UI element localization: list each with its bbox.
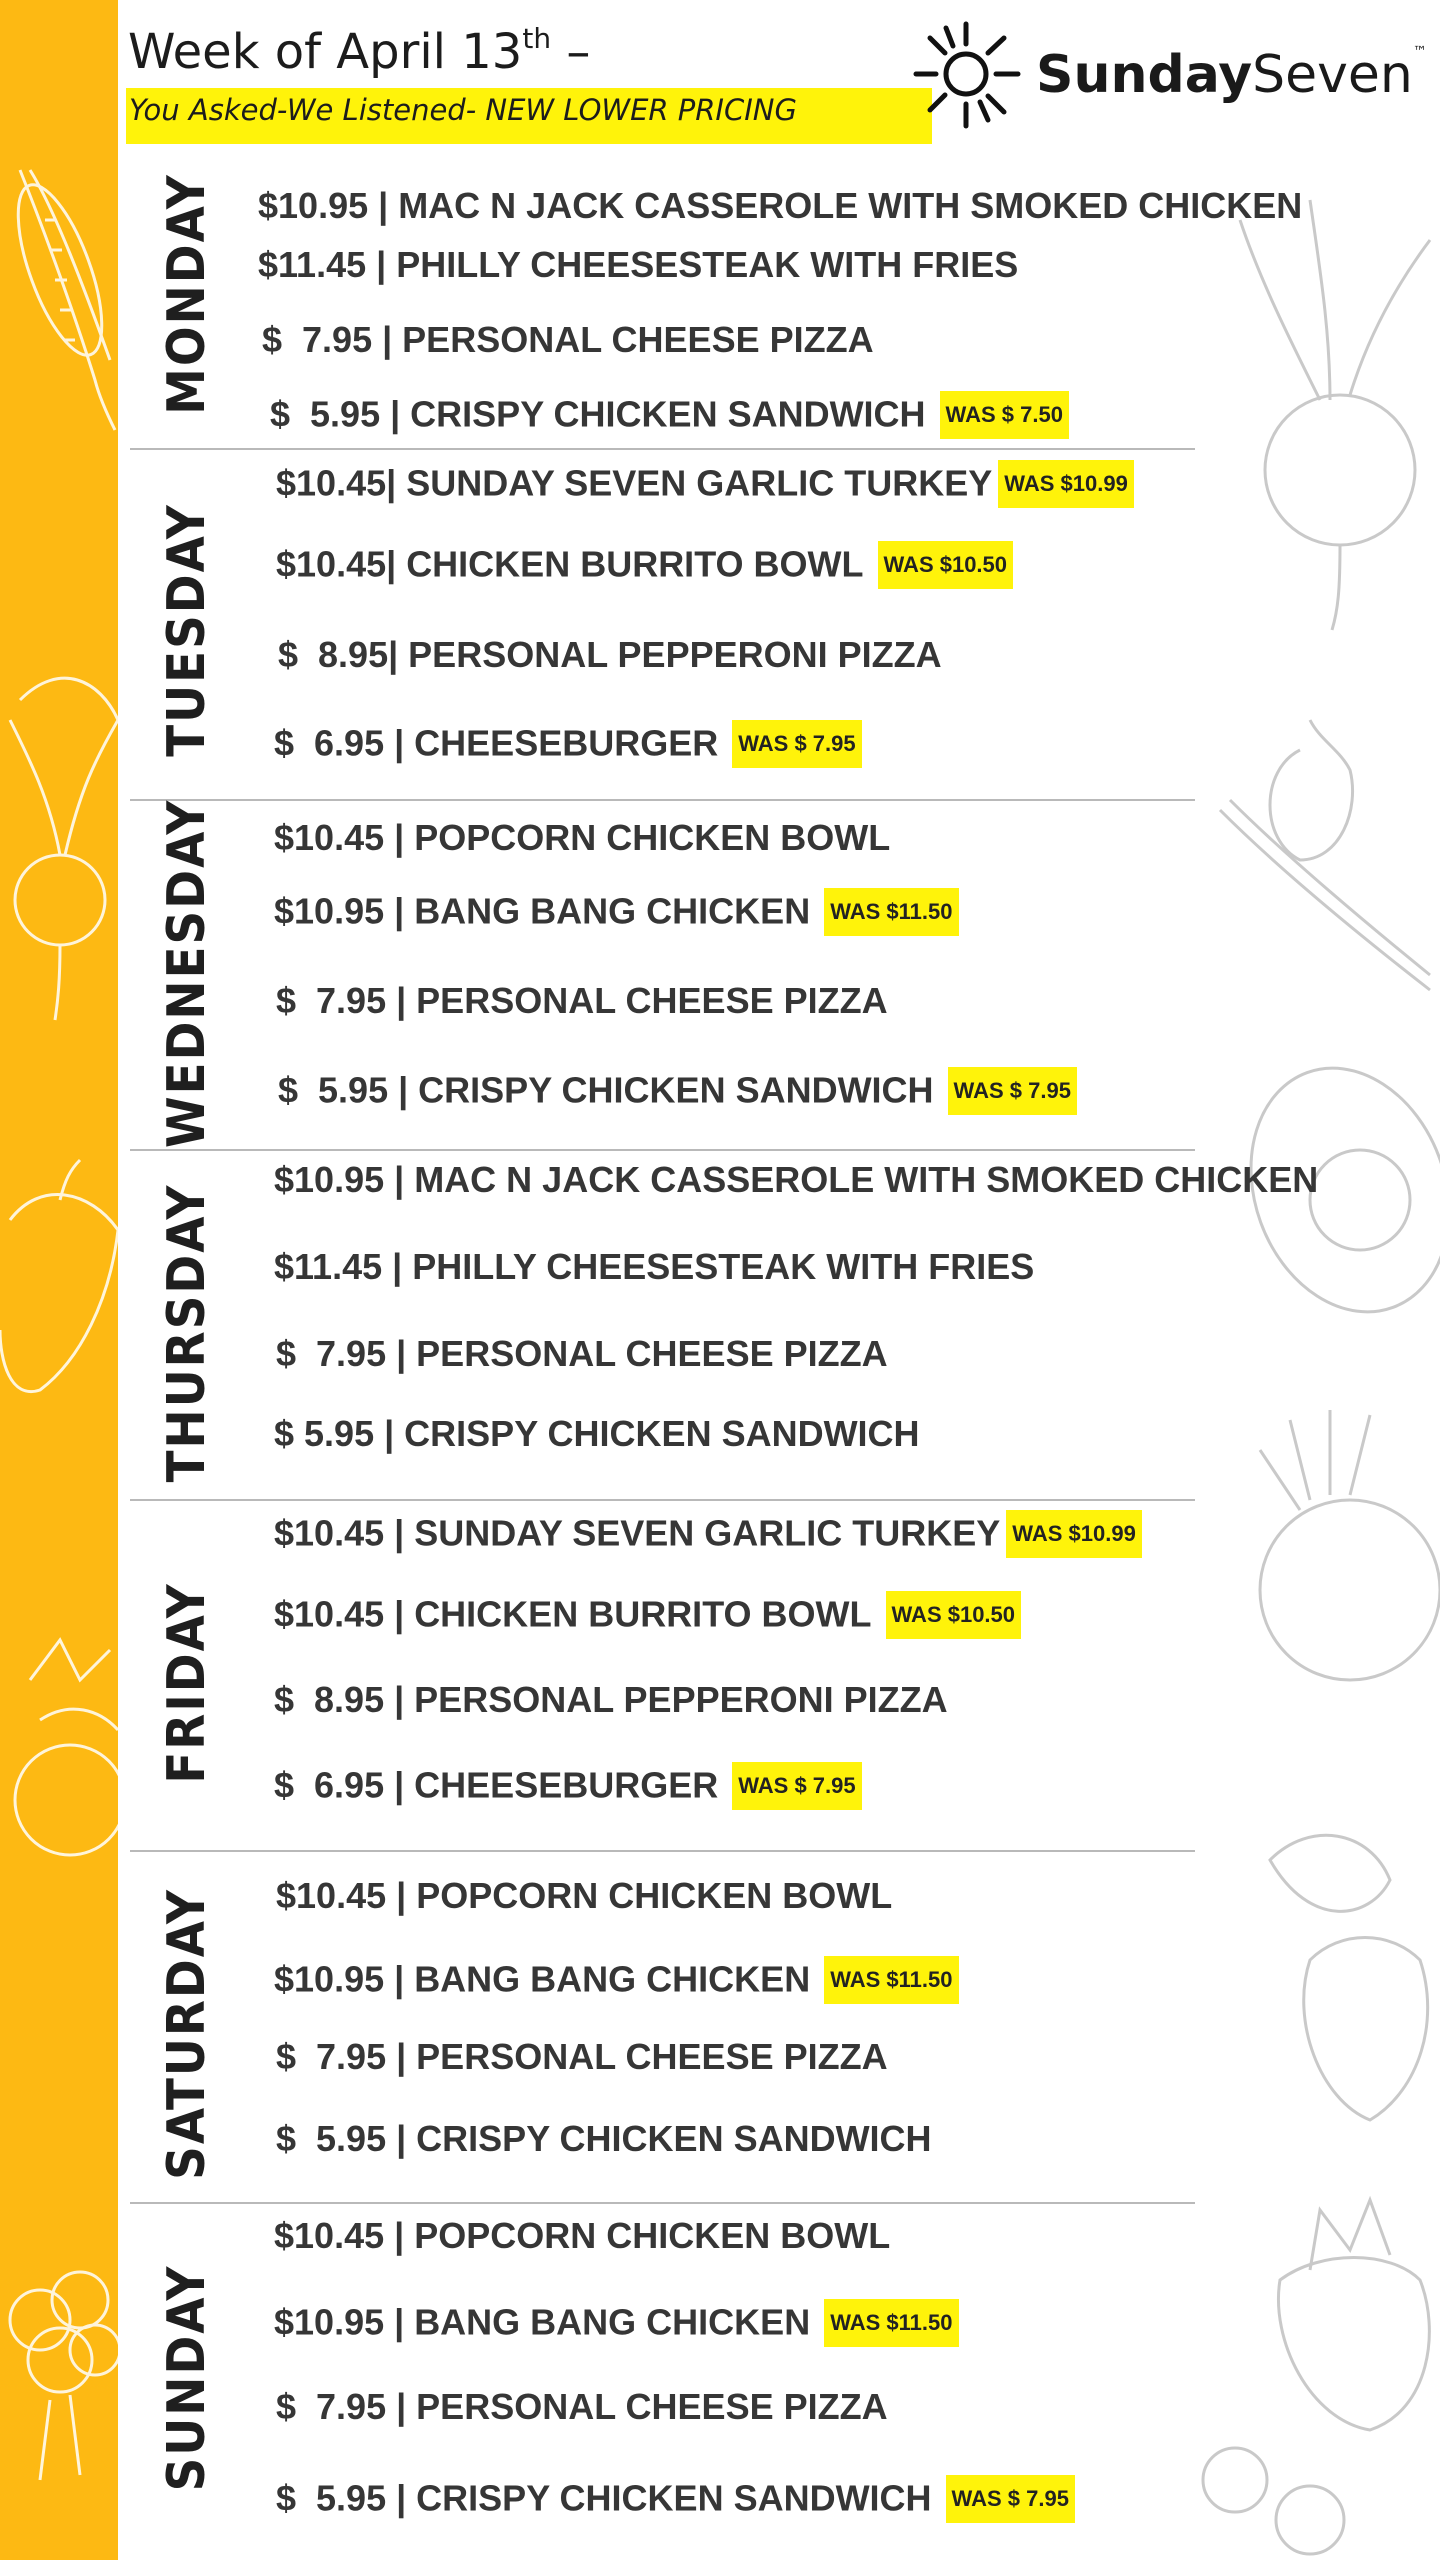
menu-item: $ 5.95 | CRISPY CHICKEN SANDWICH <box>274 1413 920 1454</box>
menu-item: $10.45| SUNDAY SEVEN GARLIC TURKEY WAS $10.99 <box>276 462 1134 510</box>
menu-item: $ 5.95 | CRISPY CHICKEN SANDWICH WAS $ 7.95 <box>278 1069 1077 1117</box>
menu-item: $10.95 | BANG BANG CHICKEN WAS $11.50 <box>274 1958 959 2006</box>
day-label-thursday: THURSDAY <box>157 1183 217 1483</box>
menu-item: $ 7.95 | PERSONAL CHEESE PIZZA <box>276 2036 888 2077</box>
menu-item: $ 7.95 | PERSONAL CHEESE PIZZA <box>276 1333 888 1374</box>
page-title: Week of April 13th – <box>128 22 591 80</box>
brand-tm: ™ <box>1412 44 1427 60</box>
menu-item: $ 5.95 | CRISPY CHICKEN SANDWICH <box>276 2118 932 2159</box>
divider <box>130 799 1195 801</box>
day-label-wednesday: WEDNESDAY <box>157 798 217 1148</box>
brand-logo <box>1036 44 1427 105</box>
menu-item: $10.45| CHICKEN BURRITO BOWL WAS $10.50 <box>276 543 1013 591</box>
menu-item: $10.45 | CHICKEN BURRITO BOWL WAS $10.50 <box>274 1593 1021 1641</box>
day-label-sunday: SUNDAY <box>157 2264 217 2492</box>
brand-light: Seven <box>1252 45 1413 105</box>
menu-item: $10.45 | SUNDAY SEVEN GARLIC TURKEY WAS $10.99 <box>274 1512 1142 1560</box>
was-price-badge: WAS $ 7.95 <box>948 1067 1077 1115</box>
was-price-badge: WAS $ 7.95 <box>946 2475 1075 2523</box>
was-price-badge: WAS $11.50 <box>824 1956 958 2004</box>
was-price-badge: WAS $ 7.95 <box>732 1762 861 1810</box>
menu-item: $ 6.95 | CHEESEBURGER WAS $ 7.95 <box>274 1764 862 1812</box>
menu-item: $11.45 | PHILLY CHEESESTEAK WITH FRIES <box>274 1246 1035 1287</box>
was-price-badge: WAS $10.99 <box>1006 1510 1142 1558</box>
was-price-badge: WAS $10.99 <box>998 460 1134 508</box>
menu-item: $10.45 | POPCORN CHICKEN BOWL <box>274 2215 891 2256</box>
menu-item: $ 7.95 | PERSONAL CHEESE PIZZA <box>276 980 888 1021</box>
divider <box>130 1499 1195 1501</box>
divider <box>130 1149 1195 1151</box>
menu-item: $ 6.95 | CHEESEBURGER WAS $ 7.95 <box>274 722 862 770</box>
divider <box>130 2202 1195 2204</box>
menu-item: $10.95 | MAC N JACK CASSEROLE WITH SMOKED CHICKEN <box>274 1159 1319 1200</box>
divider <box>130 1850 1195 1852</box>
menu-item: $10.45 | POPCORN CHICKEN BOWL <box>274 817 891 858</box>
menu-item: $ 8.95 | PERSONAL PEPPERONI PIZZA <box>274 1679 948 1720</box>
was-price-badge: WAS $ 7.95 <box>732 720 861 768</box>
day-label-friday: FRIDAY <box>157 1582 217 1784</box>
menu-item: $10.95 | BANG BANG CHICKEN WAS $11.50 <box>274 890 959 938</box>
left-accent-strip <box>0 0 118 2560</box>
day-label-monday: MONDAY <box>157 173 217 415</box>
menu-item: $10.45 | POPCORN CHICKEN BOWL <box>276 1875 893 1916</box>
menu-item: $ 5.95 | CRISPY CHICKEN SANDWICH WAS $ 7.50 <box>270 393 1069 441</box>
menu-item: $ 7.95 | PERSONAL CHEESE PIZZA <box>262 319 874 360</box>
day-label-saturday: SATURDAY <box>157 1888 217 2180</box>
subtitle-banner: You Asked-We Listened- NEW LOWER PRICING <box>126 88 932 144</box>
menu-item: $ 7.95 | PERSONAL CHEESE PIZZA <box>276 2386 888 2427</box>
menu-item: $ 8.95| PERSONAL PEPPERONI PIZZA <box>278 634 942 675</box>
was-price-badge: WAS $11.50 <box>824 888 958 936</box>
menu-item: $10.95 | MAC N JACK CASSEROLE WITH SMOKED CHICKEN <box>258 185 1303 226</box>
brand-bold: Sunday <box>1036 45 1253 105</box>
menu-item: $ 5.95 | CRISPY CHICKEN SANDWICH WAS $ 7.95 <box>276 2477 1075 2525</box>
was-price-badge: WAS $10.50 <box>886 1591 1022 1639</box>
was-price-badge: WAS $11.50 <box>824 2299 958 2347</box>
sun-logo-icon <box>908 16 1024 132</box>
menu-item: $11.45 | PHILLY CHEESESTEAK WITH FRIES <box>258 244 1019 285</box>
was-price-badge: WAS $ 7.50 <box>940 391 1069 439</box>
sketch-decoration-icon <box>1200 160 1440 2560</box>
divider <box>130 448 1195 450</box>
vegetable-illustration-icon <box>0 0 118 2560</box>
was-price-badge: WAS $10.50 <box>878 541 1014 589</box>
menu-item: $10.95 | BANG BANG CHICKEN WAS $11.50 <box>274 2301 959 2349</box>
day-label-tuesday: TUESDAY <box>157 503 217 757</box>
